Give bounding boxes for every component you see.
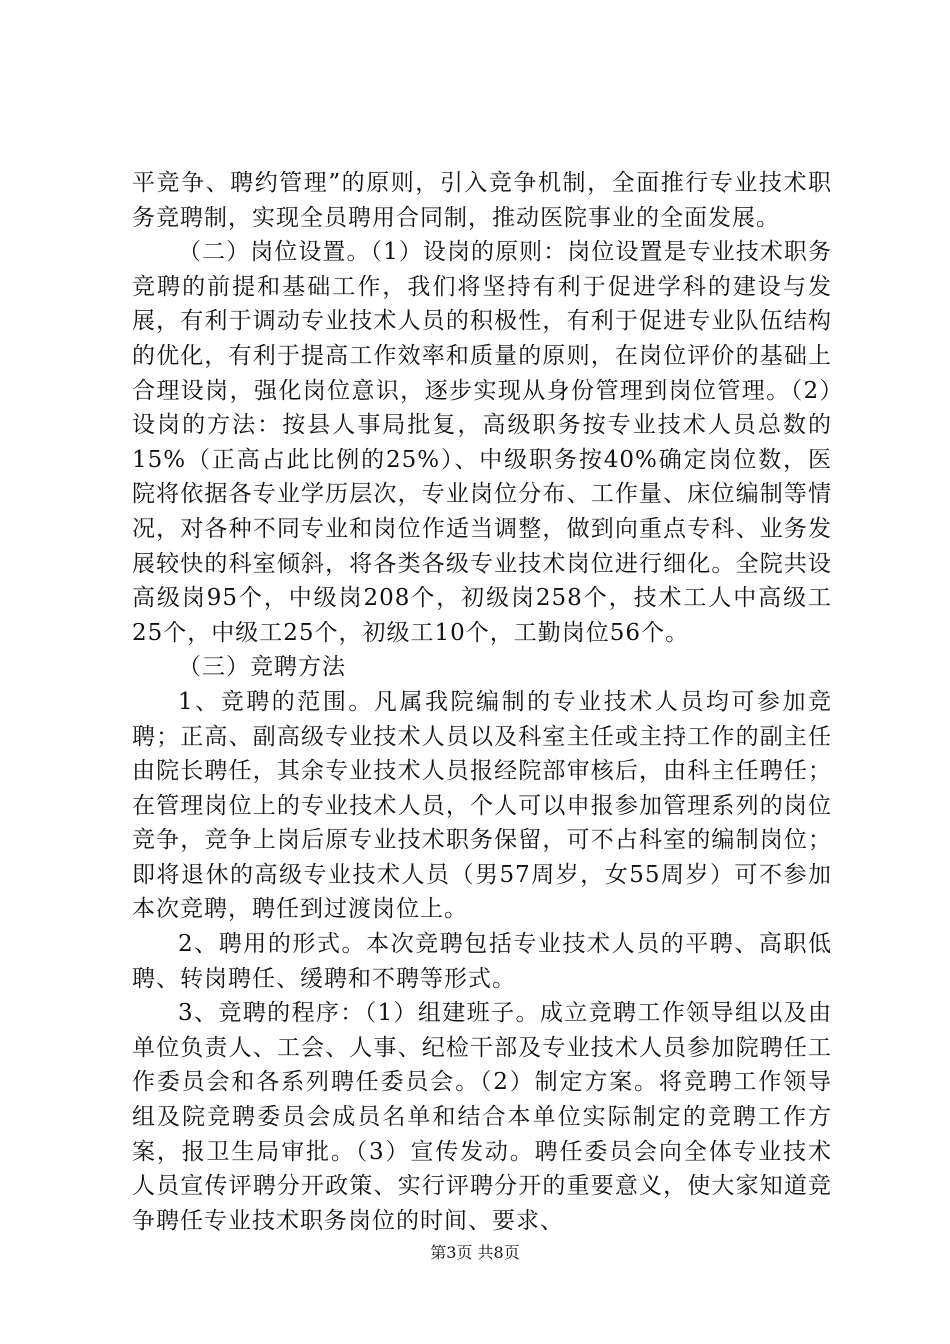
paragraph-employment-form: 2、聘用的形式。本次竞聘包括专业技术人员的平聘、高职低聘、转岗聘任、缓聘和不聘等形式。	[132, 931, 832, 992]
paragraph-competition-procedure: 3、竞聘的程序：（1）组建班子。成立竞聘工作领导组以及由单位负责人、工会、人事、纪检干部及专业技术人员参加院聘任工作委员会和各系列聘任委员会。（2）制定方案。将竞聘工作领导组及院竞聘委员会成员名单和结合本单位实际制定的竞聘工作方案，报卫生局审批。（3）宣传发动。聘任委员会向全体专业技术人员宣传评聘分开政策、实行评聘分开的重要意义，使大家知道竞争聘任专业技术职务岗位的时间、要求、	[132, 1000, 832, 1234]
page-footer	[0, 1243, 950, 1263]
section-heading-competition-method: （三）竞聘方法	[178, 654, 346, 681]
paragraph-position-setup: （二）岗位设置。（1）设岗的原则：岗位设置是专业技术职务竞聘的前提和基础工作，我们将坚持有利于促进学科的建设与发展，有利于调动专业技术人员的积极性，有利于促进专业队伍结构的优化，有利于提高工作效率和质量的原则，在岗位评价的基础上合理设岗，强化岗位意识，逐步实现从身份管理到岗位管理。（2）设岗的方法：按县人事局批复，高级职务按专业技术人员总数的15%（正高占此比例的25%）、中级职务按40%确定岗位数，医院将依据各专业学历层次，专业岗位分布、工作量、床位编制等情况，对各种不同专业和岗位作适当调整，做到向重点专科、业务发展较快的科室倾斜，将各类各级专业技术岗位进行细化。全院共设高级岗95个，中级岗208个，初级岗258个，技术工人中高级工25个，中级工25个，初级工10个，工勤岗位56个。	[132, 239, 832, 646]
paragraph-principle-continuation: 平竞争、聘约管理”的原则，引入竞争机制，全面推行专业技术职务竞聘制，实现全员聘用合同制，推动医院事业的全面发展。	[132, 170, 832, 231]
page-number-label: 第3页 共8页	[430, 1243, 520, 1262]
paragraph-competition-scope: 1、竞聘的范围。凡属我院编制的专业技术人员均可参加竞聘；正高、副高级专业技术人员以及科室主任或主持工作的副主任由院长聘任，其余专业技术人员报经院部审核后，由科主任聘任；在管理岗位上的专业技术人员，个人可以申报参加管理系列的岗位竞争，竞争上岗后原专业技术职务保留，可不占科室的编制岗位；即将退休的高级专业技术人员（男57周岁，女55周岁）可不参加本次竞聘，聘任到过渡岗位上。	[132, 688, 832, 923]
document-body	[132, 166, 832, 1238]
